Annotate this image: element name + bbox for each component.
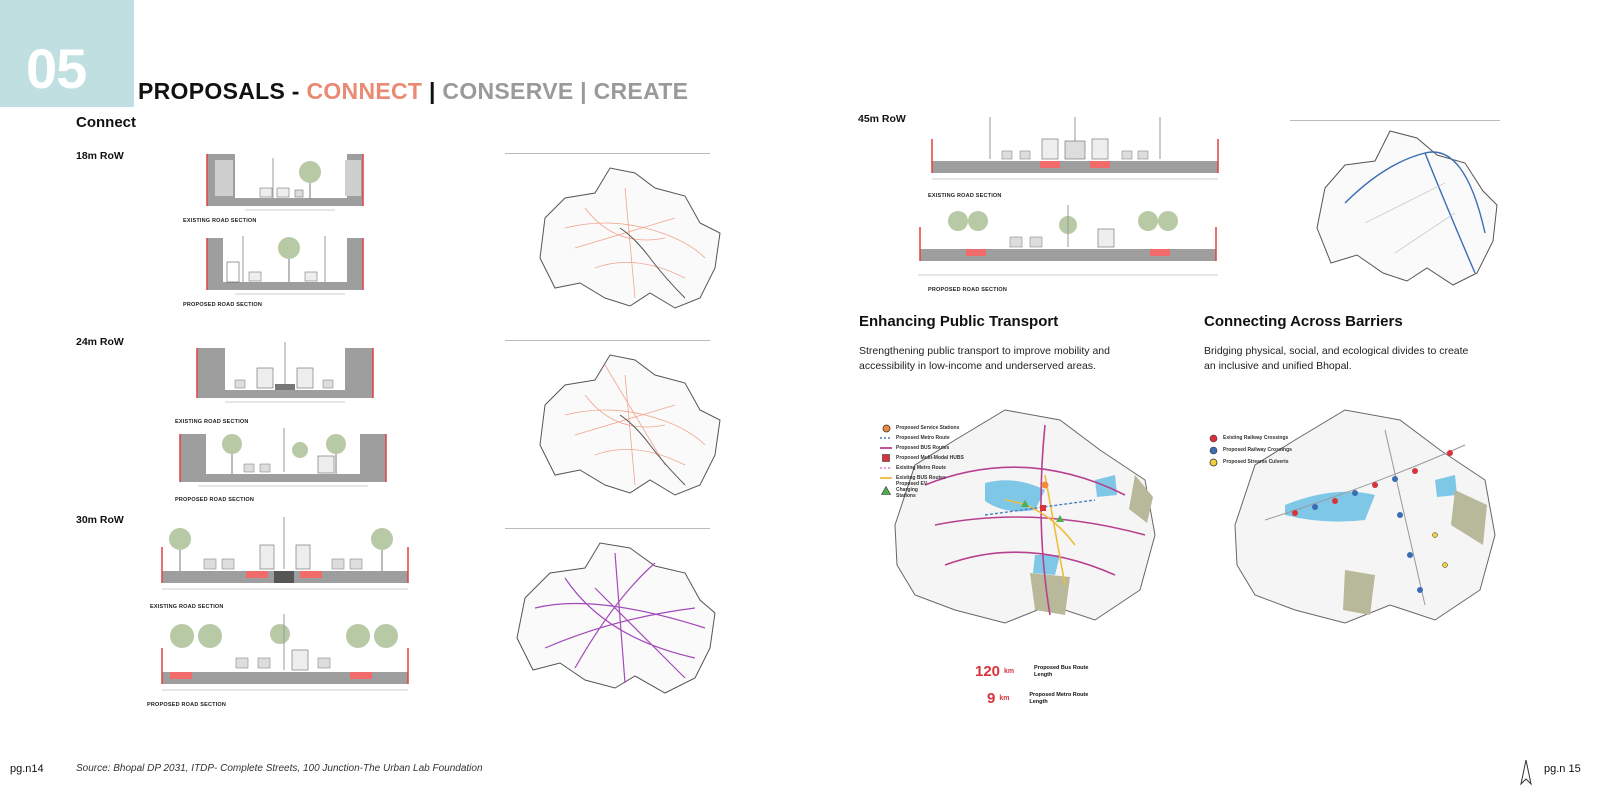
title-conserve: CONSERVE xyxy=(442,78,574,104)
paragraph-across-barriers: Bridging physical, social, and ecological divides to create an inclusive and unified Bhopal. xyxy=(1204,345,1469,372)
legend-public-transport xyxy=(880,423,964,497)
proposed-section-label: PROPOSED ROAD SECTION xyxy=(183,302,263,308)
divider xyxy=(505,340,710,341)
title-connect: CONNECT xyxy=(306,78,423,104)
stat-description: Proposed Metro Route Length xyxy=(1029,691,1089,705)
legend-label: Existing BUS Routes xyxy=(896,475,946,481)
square-red-icon xyxy=(880,454,892,462)
stat-description: Proposed Bus Route Length xyxy=(1034,664,1089,678)
road-section-18m-existing xyxy=(205,148,365,218)
existing-section-label: EXISTING ROAD SECTION xyxy=(928,193,1002,199)
road-section-30m-existing xyxy=(160,515,410,595)
legend-item xyxy=(1207,456,1292,468)
row-label-18m: 18m RoW xyxy=(76,150,124,162)
chapter-badge xyxy=(0,0,134,107)
road-section-45m-proposed xyxy=(918,203,1218,279)
divider xyxy=(1290,120,1500,121)
dotted-blue-icon xyxy=(880,435,892,441)
stat-unit: km xyxy=(1004,668,1015,675)
city-map-24m-network xyxy=(525,345,725,505)
section-heading-connect: Connect xyxy=(76,114,136,131)
row-label-30m: 30m RoW xyxy=(76,514,124,526)
page-title xyxy=(138,78,688,105)
proposed-section-label: PROPOSED ROAD SECTION xyxy=(147,702,227,708)
legend-item xyxy=(1207,444,1292,456)
legend-label: Proposed BUS Routes xyxy=(896,445,950,451)
legend-item xyxy=(1207,432,1292,444)
title-create: CREATE xyxy=(593,78,689,104)
title-prefix: PROPOSALS - xyxy=(138,78,307,104)
legend-label: Proposed Streams Culverts xyxy=(1223,459,1289,465)
heading-across-barriers: Connecting Across Barriers xyxy=(1204,313,1403,330)
legend-item xyxy=(880,423,964,433)
title-separator: | xyxy=(573,78,594,104)
road-section-24m-proposed xyxy=(178,428,388,492)
circle-orange-icon xyxy=(880,424,892,433)
proposed-section-label: PROPOSED ROAD SECTION xyxy=(928,287,1008,293)
divider xyxy=(505,153,710,154)
legend-label: Proposed EV Charging Stations xyxy=(896,481,928,499)
existing-section-label: EXISTING ROAD SECTION xyxy=(175,419,249,425)
page-number-left: pg.n14 xyxy=(10,763,44,775)
city-map-30m-network xyxy=(505,538,720,698)
existing-section-label: EXISTING ROAD SECTION xyxy=(183,218,257,224)
paragraph-public-transport: Strengthening public transport to improve mobility and accessibility in low-income and underserved areas. xyxy=(859,345,1110,372)
existing-section-label: EXISTING ROAD SECTION xyxy=(150,604,224,610)
divider xyxy=(505,528,710,529)
legend-label: Proposed Service Stations xyxy=(896,425,960,431)
legend-item xyxy=(880,443,964,453)
title-separator: | xyxy=(422,78,443,104)
circle-blue-icon xyxy=(1207,446,1219,455)
stat-metro-route xyxy=(987,690,1089,707)
north-arrow-icon xyxy=(1520,760,1532,786)
triangle-green-icon xyxy=(880,486,892,495)
road-section-45m-existing xyxy=(930,115,1220,187)
legend-across-barriers xyxy=(1207,432,1292,468)
row-label-24m: 24m RoW xyxy=(76,336,124,348)
legend-item xyxy=(880,463,964,473)
legend-label: Proposed Railway Crossings xyxy=(1223,447,1292,453)
dotted-pink-icon xyxy=(880,465,892,471)
line-magenta-icon xyxy=(880,445,892,451)
stat-value: 120 xyxy=(975,663,1001,680)
line-yellow-icon xyxy=(880,475,892,481)
legend-item xyxy=(880,433,964,443)
heading-public-transport: Enhancing Public Transport xyxy=(859,313,1059,330)
legend-label: Existing Metro Route xyxy=(896,465,947,471)
road-section-24m-existing xyxy=(195,340,375,410)
page-number-right: pg.n 15 xyxy=(1544,763,1581,775)
legend-label: Existing Railway Crossings xyxy=(1223,435,1289,441)
legend-label: Proposed Metro Route xyxy=(896,435,950,441)
legend-item xyxy=(880,483,964,497)
stat-unit: km xyxy=(999,695,1010,702)
city-map-18m-network xyxy=(525,158,725,318)
chapter-number: 05 xyxy=(26,37,87,100)
circle-red-icon xyxy=(1207,434,1219,443)
legend-item xyxy=(880,453,964,463)
source-citation: Source: Bhopal DP 2031, ITDP- Complete Streets, 100 Junction-The Urban Lab Foundation xyxy=(76,763,483,774)
stat-value: 9 xyxy=(987,690,996,707)
proposed-section-label: PROPOSED ROAD SECTION xyxy=(175,497,255,503)
road-section-30m-proposed xyxy=(160,612,410,696)
circle-yellow-icon xyxy=(1207,458,1219,467)
row-label-45m: 45m RoW xyxy=(858,113,906,125)
legend-label: Proposed Multi-Modal HUBS xyxy=(896,455,964,461)
road-section-18m-proposed xyxy=(205,232,365,302)
city-map-45m-network xyxy=(1305,123,1500,293)
stat-bus-route xyxy=(975,663,1094,680)
